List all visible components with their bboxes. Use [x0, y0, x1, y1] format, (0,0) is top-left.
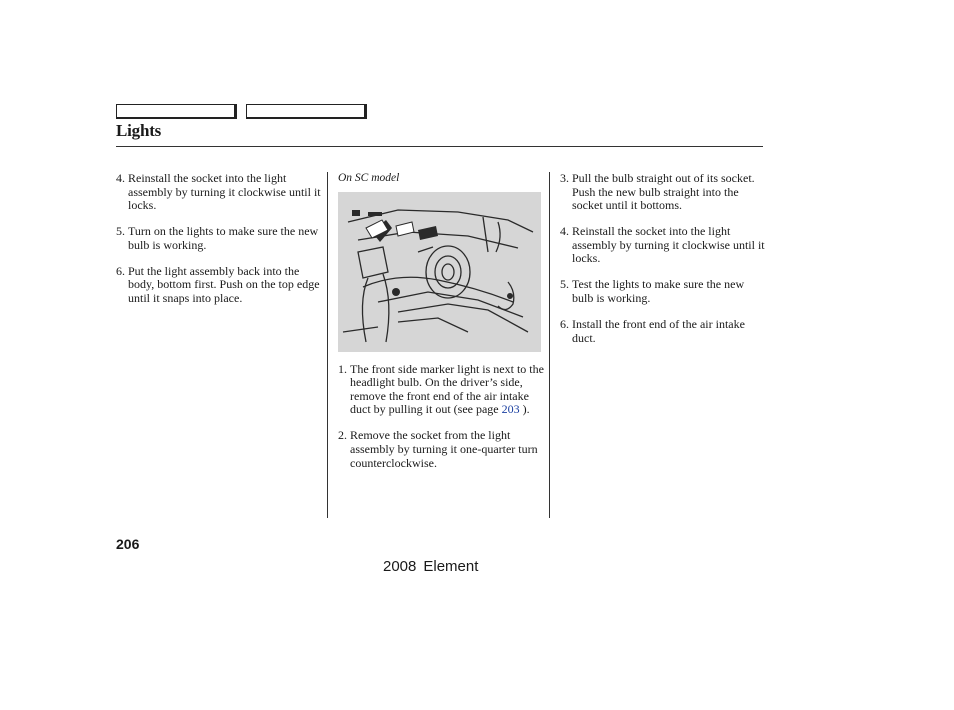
step-text-after: ). [519, 402, 530, 417]
list-item [560, 225, 766, 266]
list-item [116, 172, 322, 213]
page-title: Lights [116, 121, 162, 140]
step-text: Pull the bulb straight out of its socket. Push the new bulb straight into the socket until it bottoms. [572, 171, 755, 213]
page-link[interactable]: 203 [501, 402, 520, 417]
page-number: 206 [116, 536, 140, 552]
step-number: 1. [338, 361, 347, 376]
step-text: Reinstall the socket into the light assembly by turning it clockwise until it locks. [572, 224, 765, 266]
step-text: Reinstall the socket into the light assembly by turning it clockwise until it locks. [128, 171, 321, 213]
step-text: The front side marker light is next to the headlight bulb. On the driver’s side, remove the front end of the air intake duct by pulling it out (see page [350, 361, 544, 417]
engine-bay-illustration-icon [338, 192, 541, 352]
column-divider-1 [327, 172, 328, 518]
step-number: 4. [560, 224, 569, 239]
list-item [338, 429, 544, 470]
column-2 [338, 172, 544, 483]
column-1 [116, 172, 322, 318]
list-item [116, 265, 322, 306]
step-number: 3. [560, 171, 569, 185]
step-number: 5. [560, 277, 569, 292]
list-item [560, 172, 766, 213]
figure-caption: On SC model [338, 172, 400, 184]
list-item [560, 278, 766, 305]
footer-year: 2008 [383, 558, 417, 575]
footer-model: Element [423, 558, 479, 575]
step-text: Put the light assembly back into the body, bottom first. Push on the top edge until it snaps into place. [128, 263, 320, 305]
title-rule [116, 146, 763, 147]
step-number: 5. [116, 224, 125, 239]
list-item [338, 363, 544, 417]
step-text: Install the front end of the air intake duct. [572, 316, 745, 345]
step-number: 4. [116, 171, 125, 185]
column-3 [560, 172, 766, 358]
step-text: Remove the socket from the light assembly by turning it one-quarter turn counterclockwise. [350, 428, 538, 470]
step-number: 2. [338, 428, 347, 443]
step-number: 6. [560, 316, 569, 331]
list-item [560, 318, 766, 345]
list-item [116, 225, 322, 252]
step-text: Turn on the lights to make sure the new bulb is working. [128, 224, 319, 252]
nav-tab-box-1[interactable] [116, 104, 237, 119]
footer-title [383, 558, 485, 575]
column-divider-2 [549, 172, 550, 518]
nav-tab-box-2[interactable] [246, 104, 367, 119]
step-text: Test the lights to make sure the new bulb is working. [572, 277, 745, 305]
step-number: 6. [116, 263, 125, 278]
